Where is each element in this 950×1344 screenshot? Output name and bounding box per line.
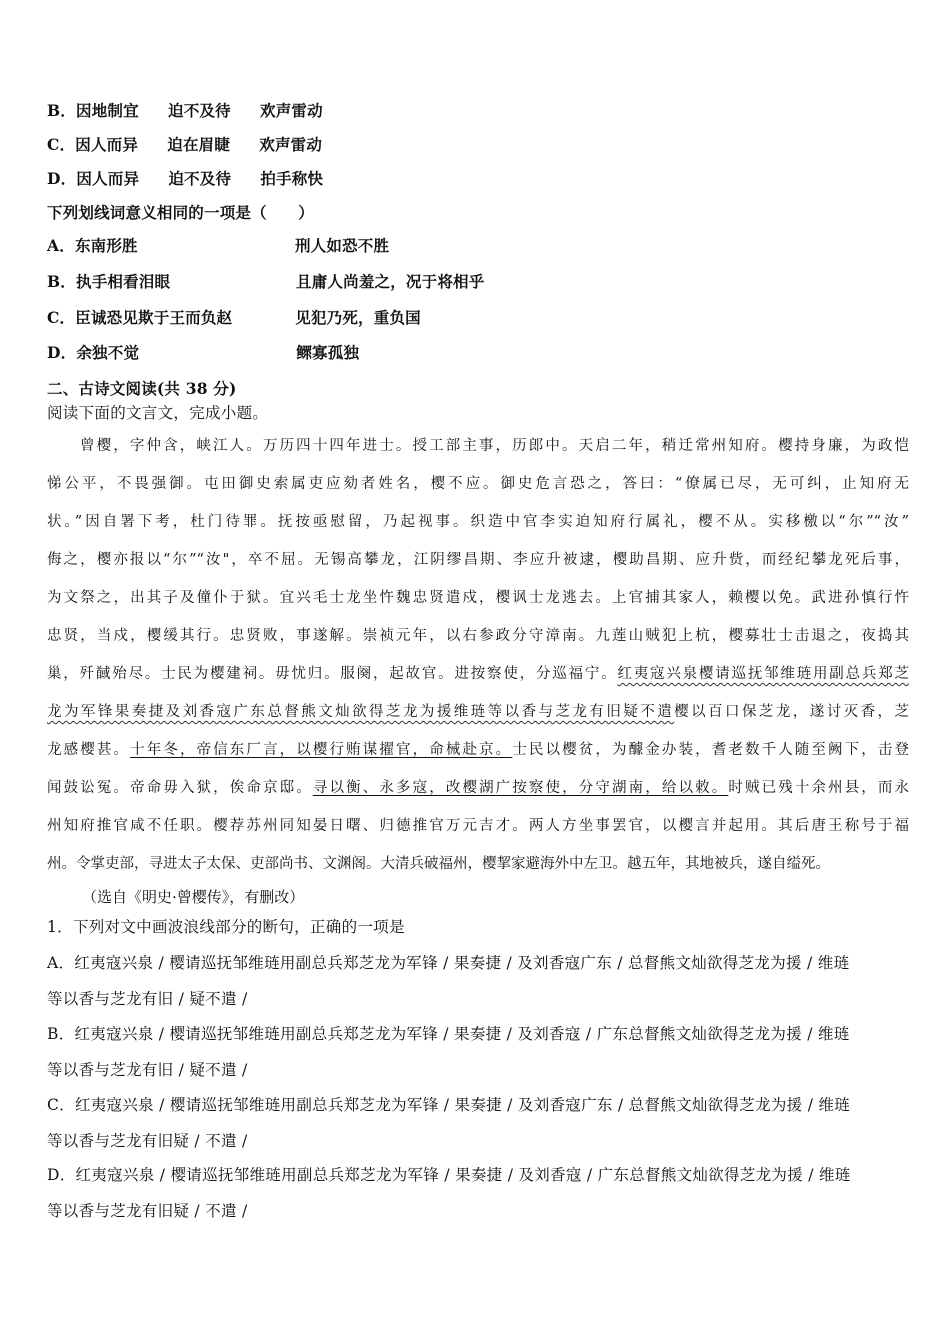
passage-line: 状。”因自署下考，杜门待罪。抚按亟慰留，乃起视事。织造中官李实迫知府行属礼，樱不从。实移檄以“尔”“汝” [47, 514, 909, 530]
answer-option-line: 等以香与芝龙有旧疑 / 不遣 / [47, 1202, 248, 1220]
option-row [47, 170, 323, 189]
option-row [47, 344, 359, 363]
question-stem: 下列划线词意义相同的一项是（ ） [47, 203, 314, 222]
passage-line: 州。令掌吏部，寻进太子太保、吏部尚书、文渊阁。大清兵破福州，樱挈家避海外中左卫。越五年，其地被兵，遂自缢死。 [47, 856, 830, 872]
option-term: 欢声雷动 [259, 135, 323, 154]
option-term: 欢声雷动 [260, 101, 323, 120]
passage-line: 州知府推官咸不任职。樱荐苏州同知晏日曙、归德推官万元吉才。两人方坐事罢官，以樱言并起用。其后唐王称号于福 [47, 818, 909, 834]
option-letter: D． [47, 169, 77, 188]
option-term: 因人而异 [75, 135, 139, 154]
answer-option-line: 等以香与芝龙有旧 / 疑不遣 / [47, 990, 248, 1008]
option-letter: A． [47, 236, 75, 255]
option-letter: B． [47, 101, 77, 120]
option-letter: C． [47, 135, 76, 154]
option-right: 刑人如恐不胜 [294, 236, 390, 255]
wavy-underlined-text: 红夷寇兴泉樱请巡抚邹维琏用副总兵郑芝 [617, 666, 910, 682]
passage-line: 悌公平，不畏强御。屯田御史索属吏应劾者姓名，樱不应。御史危言恐之，答曰：“僚属已尽，无可纠，止知府无 [47, 476, 909, 492]
passage-segment: 巢，歼馘殆尽。士民为樱建祠。毋忧归。服阕，起故官。进按察使，分巡福宁。 [47, 666, 618, 682]
option-term: 迫不及待 [168, 101, 231, 120]
answer-option-line: D．红夷寇兴泉 / 樱请巡抚邹维琏用副总兵郑芝龙为军锋 / 果奏捷 / 及刘香寇 / 广东总督熊文灿欲得芝龙为援 / 维琏 [47, 1166, 851, 1184]
passage-line [47, 704, 909, 721]
option-letter: D． [47, 343, 77, 362]
option-term: 因地制宜 [76, 101, 139, 120]
passage-segment: 士民以樱贫，为醵金办装，耆老数千人随至阙下，击登 [512, 742, 910, 758]
option-term: 迫不及待 [168, 169, 232, 188]
passage-segment: 闻鼓讼冤。帝命毋入狱，俟命京邸。 [47, 780, 313, 796]
passage-line: 忠贤，当戍，樱缓其行。忠贤败，事遂解。崇祯元年，以右参政分守漳南。九莲山贼犯上杭，樱募壮士击退之，夜捣其 [47, 628, 909, 644]
passage-source: （选自《明史·曾樱传》，有删改） [82, 888, 305, 906]
passage-segment: 龙感樱甚。 [47, 742, 131, 758]
option-row [47, 309, 421, 328]
option-row [47, 237, 389, 256]
underlined-sentence: 寻以衡、永多寇，改樱湖广按察使，分守湖南，给以敕。 [312, 780, 729, 796]
option-term: 迫在眉睫 [167, 135, 231, 154]
passage-line [47, 780, 909, 797]
instruction: 阅读下面的文言文，完成小题。 [47, 404, 269, 422]
answer-option-line: 等以香与芝龙有旧疑 / 不遣 / [47, 1132, 248, 1150]
passage-line [47, 666, 909, 683]
answer-option-line: B．红夷寇兴泉 / 樱请巡抚邹维琏用副总兵郑芝龙为军锋 / 果奏捷 / 及刘香寇 / 广东总督熊文灿欲得芝龙为援 / 维琏 [47, 1025, 850, 1043]
option-left: 执手相看泪眼 [76, 272, 171, 291]
option-term: 拍手称快 [260, 169, 324, 188]
option-right: 鳏寡孤独 [296, 343, 360, 362]
option-letter: C． [47, 308, 76, 327]
option-right: 且庸人尚羞之，况于将相乎 [296, 272, 485, 291]
wavy-underlined-text: 龙为军锋果奏捷及刘香寇广东总督熊文灿欲得芝龙为援维琏等以香与芝龙有旧疑不遣 [47, 704, 675, 720]
section-title: 二、古诗文阅读(共 38 分) [47, 379, 237, 398]
passage-line: 侮之，樱亦报以“尔”“汝"，卒不屈。无锡高攀龙，江阴缪昌期、李应升被逮，樱助昌期、应升赀，而经纪攀龙死后事， [47, 552, 909, 568]
option-left: 余独不觉 [76, 343, 140, 362]
question-stem: 1．下列对文中画波浪线部分的断句，正确的一项是 [47, 918, 405, 936]
option-letter: B． [47, 272, 77, 291]
option-term: 因人而异 [76, 169, 140, 188]
answer-option-line: 等以香与芝龙有旧 / 疑不遣 / [47, 1061, 248, 1079]
underlined-sentence: 十年冬，帝信东厂言，以樱行贿谋擢官，命械赴京。 [130, 742, 513, 758]
passage-segment: 樱以百口保芝龙，遂讨灭香，芝 [674, 704, 910, 720]
option-right: 见犯乃死，重负国 [295, 308, 421, 327]
option-row [47, 102, 323, 121]
passage-segment: 时贼已残十余州县，而永 [728, 780, 910, 796]
option-row [47, 136, 322, 155]
answer-option-line: C．红夷寇兴泉 / 樱请巡抚邹维琏用副总兵郑芝龙为军锋 / 果奏捷 / 及刘香寇广东 / 总督熊文灿欲得芝龙为援 / 维琏 [47, 1096, 851, 1114]
passage-line: 为文祭之，出其子及僮仆于狱。宜兴毛士龙坐忤魏忠贤遣戍，樱讽士龙逃去。上官捕其家人，赖樱以免。武进孙慎行忤 [47, 590, 909, 606]
option-left: 东南形胜 [74, 236, 138, 255]
option-left: 臣诚恐见欺于王而负赵 [75, 308, 233, 327]
passage-line [47, 742, 909, 759]
answer-option-line: A．红夷寇兴泉 / 樱请巡抚邹维琏用副总兵郑芝龙为军锋 / 果奏捷 / 及刘香寇广东 / 总督熊文灿欲得芝龙为援 / 维琏 [47, 954, 850, 972]
option-row [47, 273, 484, 292]
passage-line: 曾樱，字仲含，峡江人。万历四十四年进士。授工部主事，历郎中。天启二年，稍迁常州知府。樱持身廉，为政恺 [80, 438, 909, 454]
